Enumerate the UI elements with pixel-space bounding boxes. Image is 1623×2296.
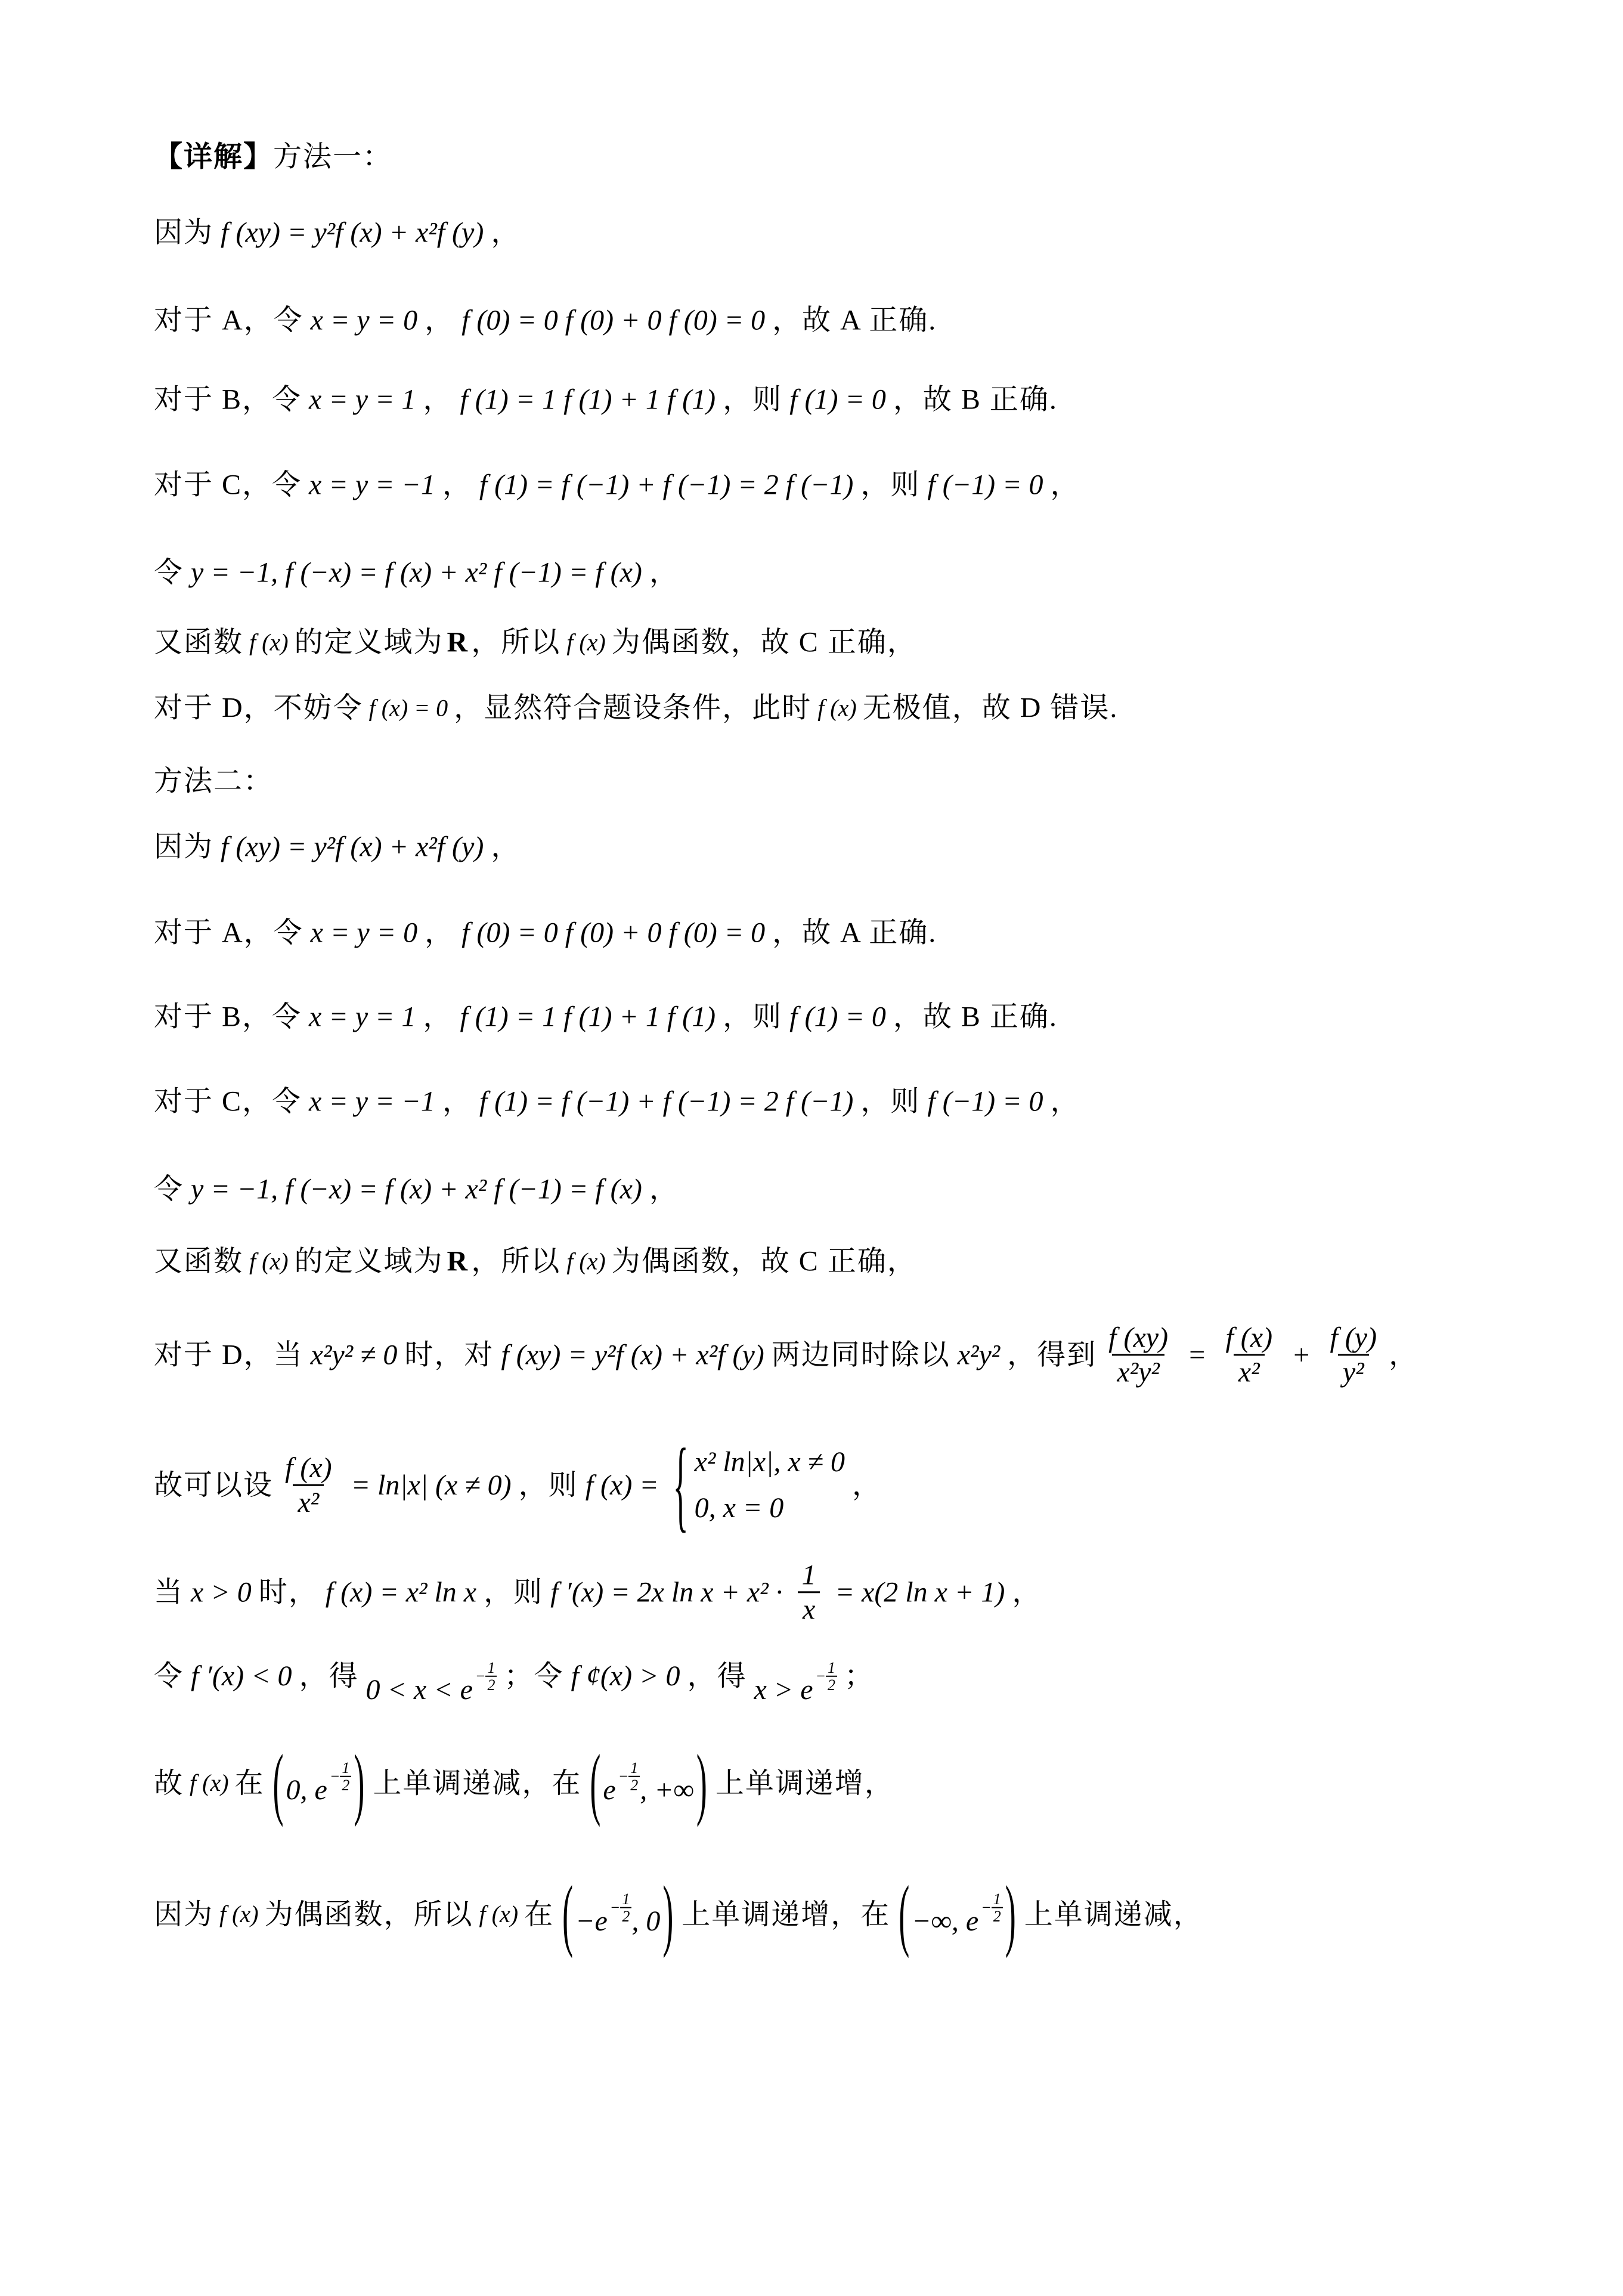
exp-denominator: 2 <box>620 1907 631 1924</box>
interval <box>271 1738 367 1828</box>
cn-run: ，故 A 正确. <box>772 917 937 949</box>
math-run: y = −1, f (−x) = f (x) + x² f (−1) = f (x) <box>191 556 642 589</box>
method2-label: 方法二： <box>154 765 274 797</box>
math-run: = ln|x| (x ≠ 0) <box>351 1469 512 1501</box>
right-paren: ) <box>1005 1869 1016 1959</box>
math-run: f (x) <box>249 629 289 655</box>
math-run: f (x) <box>249 1248 289 1274</box>
cn-run: 故可以设 <box>154 1469 274 1501</box>
math-run: f (x) <box>817 694 857 721</box>
cn-run: 在 <box>524 1898 555 1930</box>
cn-run: ，得到 <box>1007 1339 1097 1371</box>
cn-run: 对于 D，不妨令 <box>154 692 363 724</box>
left-brace: { <box>673 1427 689 1542</box>
case-zero: 0, x = 0 <box>694 1492 784 1524</box>
math-run <box>754 1660 838 1706</box>
math-run: f (x) <box>566 1248 606 1274</box>
cn-run: 时，对 <box>404 1339 494 1371</box>
cn-run: ， <box>649 556 679 589</box>
cn-run: ， <box>491 831 521 863</box>
line-option-d-1 <box>154 691 1118 724</box>
cn-run: ，所以 <box>471 626 561 658</box>
math-run: f (x) <box>566 629 606 655</box>
math-run: f (0) = 0 f (0) + 0 f (0) = 0 <box>461 304 766 336</box>
math-run: f (x) <box>479 1900 519 1927</box>
math-run: f (x) = x² ln x <box>325 1576 477 1608</box>
exponent-negative-half <box>816 1660 838 1694</box>
math-run: x = y = −1 <box>309 469 435 501</box>
real-number-set-symbol: R <box>447 1245 468 1277</box>
math-run: f (1) = f (−1) + f (−1) = 2 f (−1) <box>479 1085 854 1118</box>
exp-numerator: 1 <box>622 1890 630 1908</box>
line-option-b-1 <box>154 383 1058 416</box>
interval <box>896 1869 1018 1959</box>
line-method2-heading <box>154 765 273 797</box>
math-run: = x(2 ln x + 1) <box>835 1576 1005 1608</box>
cn-run: ，得 <box>687 1660 747 1692</box>
cn-run: 又函数 <box>154 626 244 658</box>
cn-run: ，故 B 正确. <box>893 383 1058 416</box>
math-run: f (1) = f (−1) + f (−1) = 2 f (−1) <box>479 469 854 501</box>
exp-numerator: 1 <box>993 1890 1001 1908</box>
math-run: f (xy) = y²f (x) + x²f (y) <box>221 831 484 863</box>
cn-run: 对于 A，令 <box>154 917 303 949</box>
cn-run: ，故 A 正确. <box>772 304 937 336</box>
case-nonzero: x² ln|x|, x ≠ 0 <box>694 1446 845 1478</box>
line-piecewise-definition <box>154 1427 882 1542</box>
line-let-y-2 <box>154 1172 679 1205</box>
cn-run: 令 <box>154 1173 184 1205</box>
interval-text: , 0 <box>631 1905 661 1938</box>
cn-run: ， <box>491 216 521 249</box>
interval-content <box>286 1760 352 1806</box>
left-paren: ( <box>562 1869 574 1959</box>
math-run: f (x) = <box>585 1469 659 1501</box>
cn-run: 的定义域为 <box>294 1245 444 1277</box>
cn-run: 上单调递增， <box>715 1767 894 1799</box>
math-run: x²y² ≠ 0 <box>310 1339 398 1371</box>
denominator: x²y² <box>1112 1354 1164 1389</box>
cn-run: 令 <box>154 1660 184 1692</box>
cn-run: ，则 <box>860 469 921 501</box>
cn-run: ， <box>423 1001 453 1033</box>
cn-run: ，显然符合题设条件，此时 <box>454 692 812 724</box>
left-paren: ( <box>272 1738 284 1828</box>
fraction <box>1221 1321 1277 1388</box>
exp-denominator: 2 <box>340 1776 351 1793</box>
cn-run: 令 <box>154 556 184 589</box>
exp-numerator: 1 <box>630 1759 639 1777</box>
interval-text: e <box>603 1774 616 1806</box>
interval-text: , +∞ <box>640 1774 694 1806</box>
exp-denominator: 2 <box>485 1676 497 1693</box>
cn-run: 对于 C，令 <box>154 1085 302 1118</box>
cn-run: 在 <box>234 1767 265 1799</box>
line-even-function-1 <box>154 626 917 658</box>
exponent-negative-half <box>610 1891 632 1925</box>
line-even-function-2 <box>154 1245 917 1277</box>
cn-run: 因为 <box>154 831 214 863</box>
cn-run: ， <box>425 917 455 949</box>
math-run: x > 0 <box>191 1576 252 1608</box>
cn-run: 因为 <box>154 216 214 249</box>
cn-run: ， <box>442 1085 472 1118</box>
equals-sign: = <box>1187 1339 1207 1371</box>
cn-run: 对于 C，令 <box>154 469 302 501</box>
math-run: x = y = 1 <box>309 383 416 416</box>
exponent-negative-half <box>475 1660 497 1694</box>
exp-denominator: 2 <box>992 1907 1003 1924</box>
fraction <box>1325 1321 1382 1388</box>
math-run: f ′(x) = 2x ln x + x² · <box>550 1576 783 1608</box>
piecewise-function <box>673 1427 845 1542</box>
line-let-y-1 <box>154 556 679 589</box>
exp-denominator: 2 <box>628 1776 640 1793</box>
exp-numerator: 1 <box>828 1658 836 1676</box>
cn-run: 故 <box>154 1767 184 1799</box>
exp-numerator: 1 <box>342 1759 350 1777</box>
line-functional-equation-1 <box>154 216 521 249</box>
cn-run: 对于 D，当 <box>154 1339 303 1371</box>
exp-denominator: 2 <box>826 1676 837 1693</box>
math-run: f (−1) = 0 <box>927 469 1043 501</box>
denominator: x² <box>1234 1354 1265 1389</box>
minus-sign: − <box>981 1899 992 1917</box>
math-run: x = y = 0 <box>310 304 418 336</box>
exponent-negative-half <box>981 1891 1003 1925</box>
cn-run: 为偶函数，故 C 正确， <box>611 626 917 658</box>
math-run: x = y = 1 <box>309 1001 416 1033</box>
exp-numerator: 1 <box>487 1658 495 1676</box>
math-run: f (0) = 0 f (0) + 0 f (0) = 0 <box>461 917 766 949</box>
cn-run: 对于 B，令 <box>154 1001 302 1033</box>
numerator: 1 <box>801 1559 816 1591</box>
cn-run: ，则 <box>860 1085 921 1118</box>
right-paren: ) <box>354 1738 365 1828</box>
interval <box>587 1738 709 1828</box>
interval-text: 0, e <box>286 1774 327 1806</box>
cn-run: ，则 <box>723 383 783 416</box>
line-option-a-1 <box>154 304 937 336</box>
fraction <box>797 1558 821 1626</box>
math-run: f (−1) = 0 <box>927 1085 1043 1118</box>
cn-run: 上单调递减， <box>1024 1898 1203 1930</box>
cn-run: 上单调递减，在 <box>373 1767 582 1799</box>
fraction <box>1104 1321 1173 1388</box>
math-run <box>366 1660 497 1706</box>
math-run: f (xy) = y²f (x) + x²f (y) <box>221 216 484 249</box>
cn-run: ， <box>1050 469 1080 501</box>
line-method1-heading <box>154 140 392 173</box>
math-run: f (1) = 0 <box>789 1001 886 1033</box>
right-paren: ) <box>696 1738 707 1828</box>
math-run: x = y = 0 <box>310 917 418 949</box>
math-run: x²y² <box>957 1339 1001 1371</box>
math-run: f (x) <box>219 1900 259 1927</box>
math-run: f (1) = 1 f (1) + 1 f (1) <box>460 383 716 416</box>
math-run: f (x) = 0 <box>368 694 448 721</box>
interval-content <box>912 1891 1002 1938</box>
cn-run: 对于 A，令 <box>154 304 303 336</box>
math-run: f ′(x) < 0 <box>191 1660 292 1692</box>
cn-run: ；令 <box>504 1660 564 1692</box>
numerator: f (x) <box>1225 1322 1273 1354</box>
cn-run: ，则 <box>723 1001 783 1033</box>
math-run: f (xy) = y²f (x) + x²f (y) <box>501 1339 764 1371</box>
cn-run: 无极值，故 D 错误. <box>862 692 1119 724</box>
cn-run: 又函数 <box>154 1245 244 1277</box>
interval-content <box>603 1760 693 1806</box>
minus-sign: − <box>618 1768 629 1786</box>
exponent-negative-half <box>330 1760 352 1794</box>
line-derivative <box>154 1558 1042 1626</box>
line-option-d-2 <box>154 1321 1418 1388</box>
line-derivative-sign <box>154 1653 875 1706</box>
right-paren: ) <box>662 1869 674 1959</box>
line-monotonicity-positive <box>154 1738 894 1828</box>
numerator: f (x) <box>285 1452 332 1484</box>
minus-sign: − <box>815 1667 826 1685</box>
denominator: x² <box>293 1484 324 1519</box>
cn-run: ，所以 <box>471 1245 561 1277</box>
line-option-a-2 <box>154 916 937 949</box>
cn-run: ， <box>1012 1576 1042 1608</box>
interval-text: −e <box>575 1905 608 1938</box>
cn-run: 对于 B，令 <box>154 383 302 416</box>
cn-run: 当 <box>154 1576 184 1608</box>
math-run: y = −1, f (−x) = f (x) + x² f (−1) = f (x) <box>191 1173 642 1205</box>
math-run: x = y = −1 <box>309 1085 435 1118</box>
cn-run: ， <box>423 383 453 416</box>
cn-run: 时， <box>258 1576 318 1608</box>
real-number-set-symbol: R <box>447 626 468 658</box>
math-run: f (1) = 1 f (1) + 1 f (1) <box>460 1001 716 1033</box>
interval-content <box>575 1891 660 1938</box>
math-run: f (1) = 0 <box>789 383 886 416</box>
inequality-text: 0 < x < e <box>366 1674 473 1706</box>
interval-text: −∞, e <box>912 1905 979 1938</box>
minus-sign: − <box>475 1667 486 1685</box>
cn-run: 上单调递增，在 <box>682 1898 891 1930</box>
exponent-negative-half <box>618 1760 640 1794</box>
cn-run: ， <box>442 469 472 501</box>
minus-sign: − <box>329 1768 340 1786</box>
minus-sign: − <box>609 1899 621 1917</box>
cn-run: 因为 <box>154 1898 214 1930</box>
cn-run: ， <box>425 304 455 336</box>
math-run: f ¢(x) > 0 <box>571 1660 680 1692</box>
line-monotonicity-negative <box>154 1869 1203 1959</box>
cn-run: ，得 <box>299 1660 359 1692</box>
cn-run: ，则 <box>518 1469 578 1501</box>
inequality-text: x > e <box>754 1674 813 1706</box>
cn-run: ，则 <box>484 1576 544 1608</box>
numerator: f (y) <box>1330 1322 1377 1354</box>
cn-run: 为偶函数，所以 <box>264 1898 473 1930</box>
method1-label: 方法一： <box>273 141 393 173</box>
cn-run: 的定义域为 <box>294 626 444 658</box>
left-paren: ( <box>899 1869 910 1959</box>
cn-run: ， <box>1389 1339 1419 1371</box>
line-functional-equation-2 <box>154 830 521 863</box>
case-list <box>695 1446 845 1524</box>
left-paren: ( <box>590 1738 601 1828</box>
denominator: y² <box>1338 1354 1369 1389</box>
cn-run: 两边同时除以 <box>771 1339 950 1371</box>
numerator: f (xy) <box>1108 1322 1169 1354</box>
cn-run: ，故 B 正确. <box>893 1001 1058 1033</box>
line-option-c-1 <box>154 468 1080 501</box>
interval <box>560 1869 676 1959</box>
denominator: x <box>798 1592 820 1626</box>
math-run: f (x) <box>190 1769 229 1796</box>
line-option-c-2 <box>154 1085 1080 1118</box>
cn-run: 为偶函数，故 C 正确， <box>611 1245 917 1277</box>
cn-run: ； <box>844 1660 875 1692</box>
cn-run: ， <box>649 1173 679 1205</box>
detail-tag: 【详解】 <box>154 141 274 173</box>
plus-sign: + <box>1291 1339 1311 1371</box>
fraction <box>280 1451 337 1518</box>
cn-run: ， <box>1050 1085 1080 1118</box>
line-option-b-2 <box>154 1000 1058 1033</box>
cn-run: ， <box>851 1469 882 1501</box>
